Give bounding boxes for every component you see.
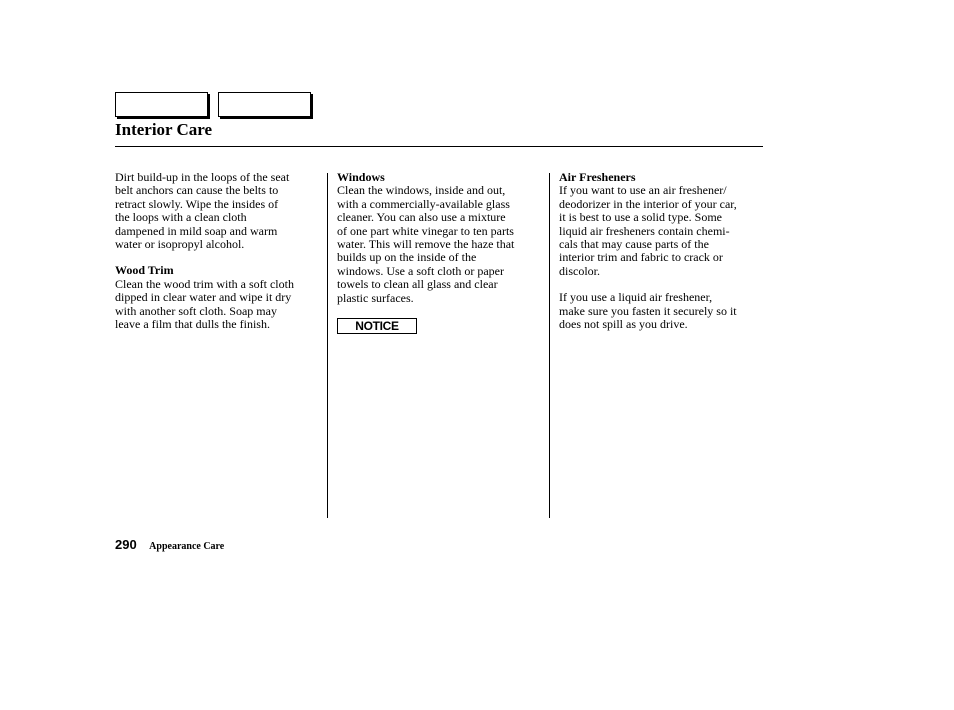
wood-trim-paragraph: Clean the wood trim with a soft cloth dipped in clear water and wipe it dry with another soft cloth. Soap may leave a film that dulls the finish. bbox=[115, 276, 294, 332]
seat-belt-paragraph: Dirt build-up in the loops of the seat belt anchors can cause the belts to retract slowly. Wipe the insides of the loops with a clean cloth dampened in mild soap and warm water or isopropyl alcohol. bbox=[115, 170, 290, 252]
page-title: Interior Care bbox=[115, 120, 213, 139]
column-divider-right bbox=[549, 173, 550, 518]
column-right bbox=[559, 171, 765, 331]
page-number: 290 bbox=[115, 537, 137, 552]
title-rule bbox=[115, 146, 763, 147]
notice-badge: NOTICE bbox=[337, 318, 417, 334]
wood-trim-heading: Wood Trim bbox=[115, 263, 174, 278]
air-fresheners-heading: Air Fresheners bbox=[559, 170, 636, 184]
windows-heading: Windows bbox=[337, 170, 385, 184]
column-divider-left bbox=[327, 173, 328, 518]
liquid-freshener-paragraph: If you use a liquid air freshener, make sure you fasten it securely so it does not spill as you drive. bbox=[559, 290, 737, 332]
column-middle bbox=[337, 171, 545, 334]
column-left bbox=[115, 171, 320, 331]
nav-box-right[interactable] bbox=[218, 92, 311, 117]
section-name: Appearance Care bbox=[149, 541, 225, 552]
nav-box-left[interactable] bbox=[115, 92, 208, 117]
air-fresheners-paragraph: If you want to use an air freshener/ deodorizer in the interior of your car, it is best to use a solid type. Some liquid air fresheners contain chemi- cals that may cause parts of the interior trim and fabric to crack or discolor. bbox=[559, 183, 737, 278]
page-footer bbox=[115, 536, 224, 554]
windows-paragraph: Clean the windows, inside and out, with a commercially-available glass cleaner. You can also use a mixture of one part white vinegar to ten parts water. This will remove the haze that builds up on the inside of the windows. Use a soft cloth or paper towels to clean all glass and clear plastic surfaces. bbox=[337, 183, 515, 305]
